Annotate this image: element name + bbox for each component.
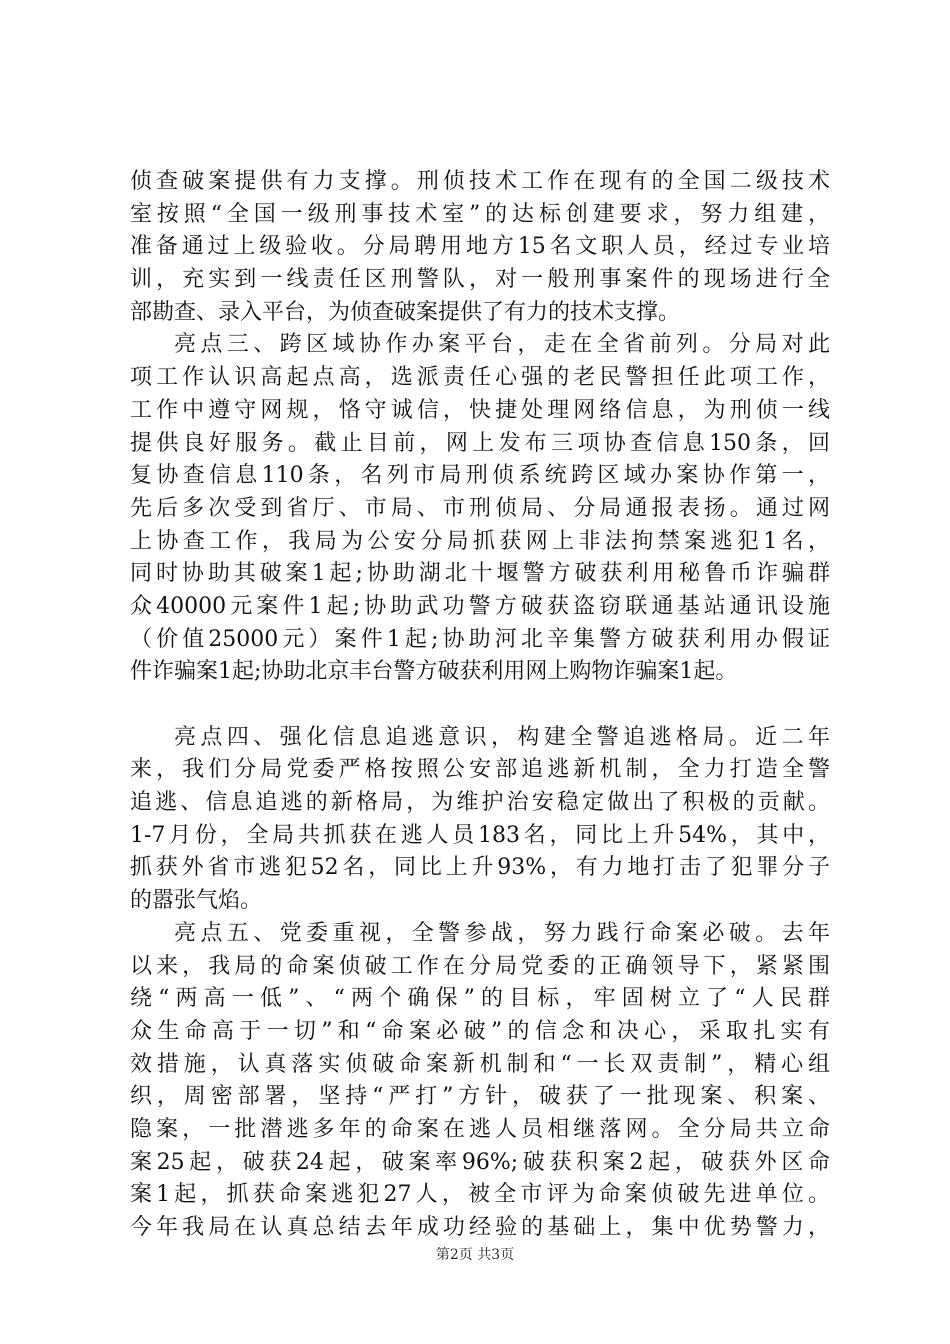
text-line: 隐案，一批潜逃多年的命案在逃人员相继落网。全分局共立命 <box>130 1116 830 1142</box>
text-line: 提供良好服务。截止目前，网上发布三项协查信息150条，回 <box>130 430 830 456</box>
text-line: 先后多次受到省厅、市局、市刑侦局、分局通报表扬。通过网 <box>130 495 830 521</box>
text-line: 众生命高于一切”和“命案必破”的信念和决心，采取扎实有 <box>130 1018 830 1044</box>
text-line: 侦查破案提供有力支撑。刑侦技术工作在现有的全国二级技术 <box>130 169 830 194</box>
page-footer: 第2页 共3页 <box>435 1247 515 1263</box>
text-line: 效措施，认真落实侦破命案新机制和“一长双责制”，精心组 <box>130 1051 830 1077</box>
text-line: 项工作认识高起点高，选派责任心强的老民警担任此项工作， <box>130 365 830 391</box>
text-line: 工作中遵守网规，恪守诚信，快捷处理网络信息，为刑侦一线 <box>130 397 830 423</box>
text-line: 部勘查、录入平台，为侦查破案提供了有力的技术支撑。 <box>130 299 681 325</box>
text-line: 同时协助其破案1起;协助湖北十堰警方破获利用秘鲁币诈骗群 <box>130 561 830 587</box>
text-line: （价值25000元）案件1起;协助河北辛集警方破获利用办假证 <box>130 626 830 652</box>
text-line: 案25起，破获24起，破案率96%;破获积案2起，破获外区命 <box>130 1149 830 1175</box>
text-line: 来，我们分局党委严格按照公安部追逃新机制，全力打造全警 <box>130 757 830 783</box>
text-line: 以来，我局的命案侦破工作在分局党委的正确领导下，紧紧围 <box>130 953 830 979</box>
text-line: 件诈骗案1起;协助北京丰台警方破获利用网上购物诈骗案1起。 <box>130 659 738 685</box>
text-line: 准备通过上级验收。分局聘用地方15名文职人员，经过专业培 <box>130 234 830 260</box>
paragraph-start-line: 亮点五、党委重视，全警参战，努力践行命案必破。去年 <box>174 920 830 946</box>
paragraph-start-line: 亮点四、强化信息追逃意识，构建全警追逃格局。近二年 <box>174 724 830 750</box>
text-line: 上协查工作，我局为公安分局抓获网上非法拘禁案逃犯1名， <box>130 528 830 554</box>
text-line: 抓获外省市逃犯52名，同比上升93%，有力地打击了犯罪分子 <box>130 855 830 881</box>
text-line: 今年我局在认真总结去年成功经验的基础上，集中优势警力， <box>130 1215 830 1240</box>
text-line: 案1起，抓获命案逃犯27人，被全市评为命案侦破先进单位。 <box>130 1182 830 1208</box>
text-line: 1-7月份，全局共抓获在逃人员183名，同比上升54%，其中， <box>130 822 830 848</box>
text-line: 训，充实到一线责任区刑警队，对一般刑事案件的现场进行全 <box>130 267 830 293</box>
text-line: 复协查信息110条，名列市局刑侦系统跨区域办案协作第一， <box>130 463 830 489</box>
paragraph-gap <box>130 689 830 722</box>
text-line: 的嚣张气焰。 <box>130 888 263 914</box>
text-line: 追逃、信息追逃的新格局，为维护治安稳定做出了积极的贡献。 <box>130 790 830 816</box>
document-body <box>130 166 830 1245</box>
text-line: 绕“两高一低”、“两个确保”的目标，牢固树立了“人民群 <box>130 986 830 1012</box>
paragraph-start-line: 亮点三、跨区域协作办案平台，走在全省前列。分局对此 <box>174 332 830 358</box>
text-line: 众40000元案件1起;协助武功警方破获盗窃联通基站通讯设施 <box>130 593 830 619</box>
text-line: 室按照“全国一级刑事技术室”的达标创建要求，努力组建， <box>130 201 830 227</box>
text-line: 织，周密部署，坚持“严打”方针，破获了一批现案、积案、 <box>130 1084 830 1110</box>
